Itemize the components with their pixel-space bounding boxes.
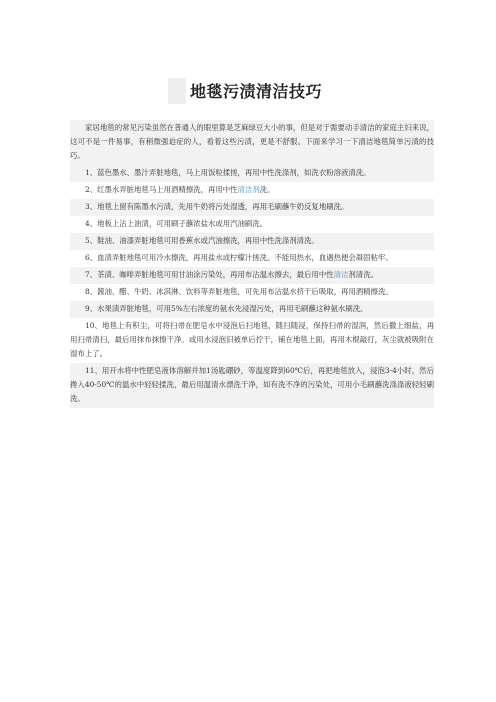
tip-text: 2、红墨水弄脏地毯马上用酒精擦洗，再用中性 <box>85 185 238 194</box>
title-area <box>168 78 332 106</box>
tip-paragraph <box>70 267 434 284</box>
intro-paragraph: 家居地毯的常见污染虽然在普通人的眼里算是芝麻绿豆大小的事，但是对于需要动手清洁的家庭主妇来说，这可不是一件易事，有稍微强迫症的人，看着这些污渍，更是不舒服。下面来学习一下清洁地毯简单污渍的技巧。 <box>70 120 434 165</box>
tip-paragraph <box>70 165 434 182</box>
tip-paragraph <box>70 318 434 363</box>
tip-text: 7、茶渍、咖啡弄脏地毯可用甘油涂污染处，再用布沾温水擦去，最后用中性 <box>85 270 334 279</box>
tip-paragraph <box>70 250 434 267</box>
tip-paragraph <box>70 363 434 408</box>
tip-text-tail: 剂清洗。 <box>348 270 378 279</box>
tips-list <box>70 165 434 408</box>
tip-paragraph <box>70 284 434 301</box>
tip-text: 1、蓝色墨水、墨汁弄脏地毯，马上用饭粒揉搓，再用中性洗涤剂，如洗衣粉溶液清洗。 <box>85 168 371 177</box>
tip-text: 8、酱油、醋、牛奶、冰淇淋、饮料等弄脏地毯，可先用布沾温水挤干后吸取，再用酒精擦洗。 <box>85 287 393 296</box>
keyword-link[interactable]: 清洁剂 <box>237 185 260 194</box>
tip-text: 6、血渍弄脏地毯可用冷水擦洗，再用盐水或柠檬汁搓洗。不能用热水，血遇热便会凝固粘牢。 <box>85 253 393 262</box>
tip-paragraph <box>70 182 434 199</box>
tip-paragraph <box>70 233 434 250</box>
title-marker <box>168 78 186 104</box>
tip-text: 5、鞋油、油漆弄脏地毯可用香蕉水或汽油擦洗，再用中性洗涤剂清洗。 <box>85 236 319 245</box>
tip-text: 3、地毯上留有陈墨水污渍，先用牛奶将污处湿透，再用毛刷蘸牛奶反复地刷洗。 <box>85 202 349 211</box>
tip-text-tail: 洗。 <box>259 185 275 194</box>
keyword-link[interactable]: 清洁 <box>333 270 349 279</box>
tip-text: 11、用开水将中性肥皂液体溶解并加1汤匙硼砂，等温度降到60℃后，再把地毯放入，浸泡3-4小时，然后搀入40-50℃的温水中轻轻揉洗，最后用温清水漂洗干净，如有洗不净的污染处，可用小毛刷蘸洗涤涤液轻轻刷洗。 <box>70 366 434 403</box>
page-title: 地毯污渍清洁技巧 <box>190 82 323 101</box>
article-body <box>70 120 434 408</box>
tip-paragraph <box>70 216 434 233</box>
tip-text: 4、地板上沾上油渍，可用刷子蘸浓盐水或用汽油刷洗。 <box>85 219 268 228</box>
tip-paragraph <box>70 199 434 216</box>
tip-text: 9、水果渍弄脏地毯，可用5%左右浓度的氨水先浸湿污处，再用毛刷蘸这种氨水刷洗。 <box>85 304 368 313</box>
tip-paragraph <box>70 301 434 318</box>
tip-text: 10、地毯上有积尘，可将扫帚在肥皂水中浸泡后扫地毯，随扫随浸，保持扫帚的湿润，然后撒上细盐，再用扫帚清扫，最后用抹布抹擦干净。或用水浸泡旧被单后拧干，铺在地毯上面，再用木棍敲打，灰尘就被吸附在湿布上了。 <box>70 321 434 358</box>
